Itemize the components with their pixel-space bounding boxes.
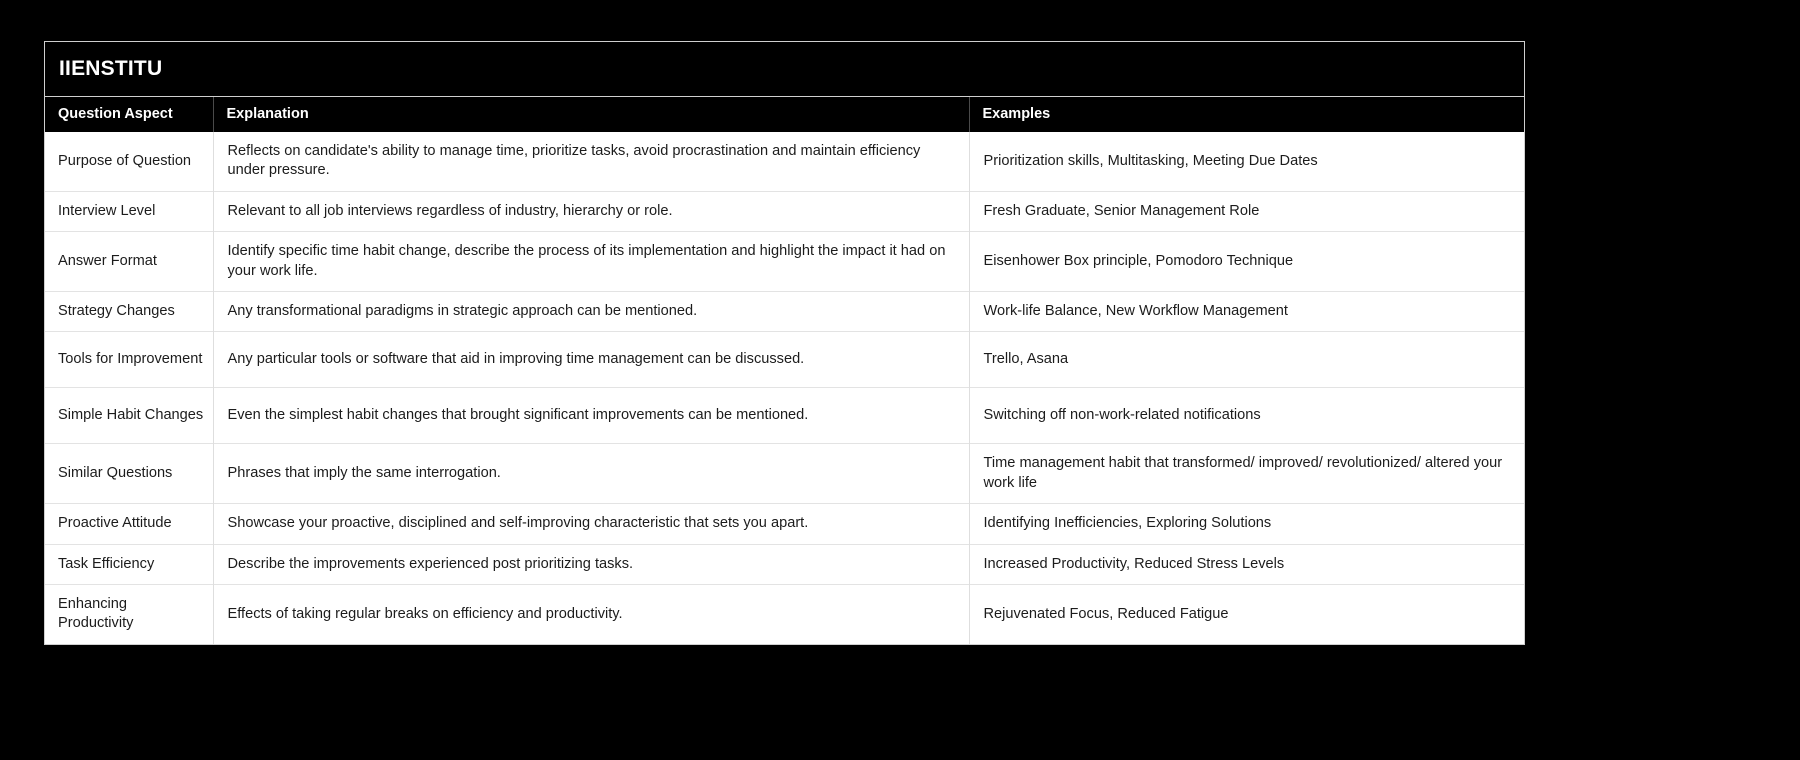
- cell-examples: Increased Productivity, Reduced Stress Levels: [969, 544, 1524, 584]
- cell-question-aspect: Similar Questions: [45, 444, 213, 504]
- cell-explanation: Describe the improvements experienced post prioritizing tasks.: [213, 544, 969, 584]
- cell-examples: Eisenhower Box principle, Pomodoro Technique: [969, 232, 1524, 292]
- cell-question-aspect: Enhancing Productivity: [45, 585, 213, 644]
- cell-explanation: Reflects on candidate's ability to manage time, prioritize tasks, avoid procrastination and maintain efficiency under pressure.: [213, 132, 969, 191]
- cell-explanation: Relevant to all job interviews regardless of industry, hierarchy or role.: [213, 191, 969, 231]
- comparison-table: [45, 97, 1524, 644]
- cell-examples: Fresh Graduate, Senior Management Role: [969, 191, 1524, 231]
- column-header-examples: Examples: [969, 97, 1524, 132]
- brand-title: IIENSTITU: [59, 57, 163, 80]
- cell-explanation: Even the simplest habit changes that brought significant improvements can be mentioned.: [213, 388, 969, 444]
- table-row: [45, 232, 1524, 292]
- cell-explanation: Effects of taking regular breaks on efficiency and productivity.: [213, 585, 969, 644]
- cell-examples: Identifying Inefficiencies, Exploring Solutions: [969, 504, 1524, 544]
- cell-examples: Rejuvenated Focus, Reduced Fatigue: [969, 585, 1524, 644]
- cell-question-aspect: Answer Format: [45, 232, 213, 292]
- cell-examples: Prioritization skills, Multitasking, Meeting Due Dates: [969, 132, 1524, 191]
- cell-explanation: Phrases that imply the same interrogation.: [213, 444, 969, 504]
- cell-examples: Trello, Asana: [969, 332, 1524, 388]
- cell-question-aspect: Strategy Changes: [45, 292, 213, 332]
- column-header-question-aspect: Question Aspect: [45, 97, 213, 132]
- cell-question-aspect: Simple Habit Changes: [45, 388, 213, 444]
- cell-examples: Time management habit that transformed/ improved/ revolutionized/ altered your work life: [969, 444, 1524, 504]
- cell-examples: Switching off non-work-related notifications: [969, 388, 1524, 444]
- cell-explanation: Any transformational paradigms in strategic approach can be mentioned.: [213, 292, 969, 332]
- brand-bar: [45, 42, 1524, 97]
- cell-explanation: Any particular tools or software that aid in improving time management can be discussed.: [213, 332, 969, 388]
- table-row: [45, 444, 1524, 504]
- table-row: [45, 388, 1524, 444]
- table-body: [45, 132, 1524, 644]
- cell-question-aspect: Purpose of Question: [45, 132, 213, 191]
- cell-question-aspect: Proactive Attitude: [45, 504, 213, 544]
- cell-question-aspect: Interview Level: [45, 191, 213, 231]
- table-row: [45, 544, 1524, 584]
- cell-question-aspect: Task Efficiency: [45, 544, 213, 584]
- table-header-row: [45, 97, 1524, 132]
- table-header: [45, 97, 1524, 132]
- table-card: [44, 41, 1525, 645]
- table-row: [45, 292, 1524, 332]
- cell-explanation: Identify specific time habit change, describe the process of its implementation and highlight the impact it had on your work life.: [213, 232, 969, 292]
- cell-question-aspect: Tools for Improvement: [45, 332, 213, 388]
- table-row: [45, 191, 1524, 231]
- table-row: [45, 332, 1524, 388]
- cell-explanation: Showcase your proactive, disciplined and self-improving characteristic that sets you apart.: [213, 504, 969, 544]
- cell-examples: Work-life Balance, New Workflow Management: [969, 292, 1524, 332]
- table-row: [45, 504, 1524, 544]
- table-row: [45, 132, 1524, 191]
- table-row: [45, 585, 1524, 644]
- column-header-explanation: Explanation: [213, 97, 969, 132]
